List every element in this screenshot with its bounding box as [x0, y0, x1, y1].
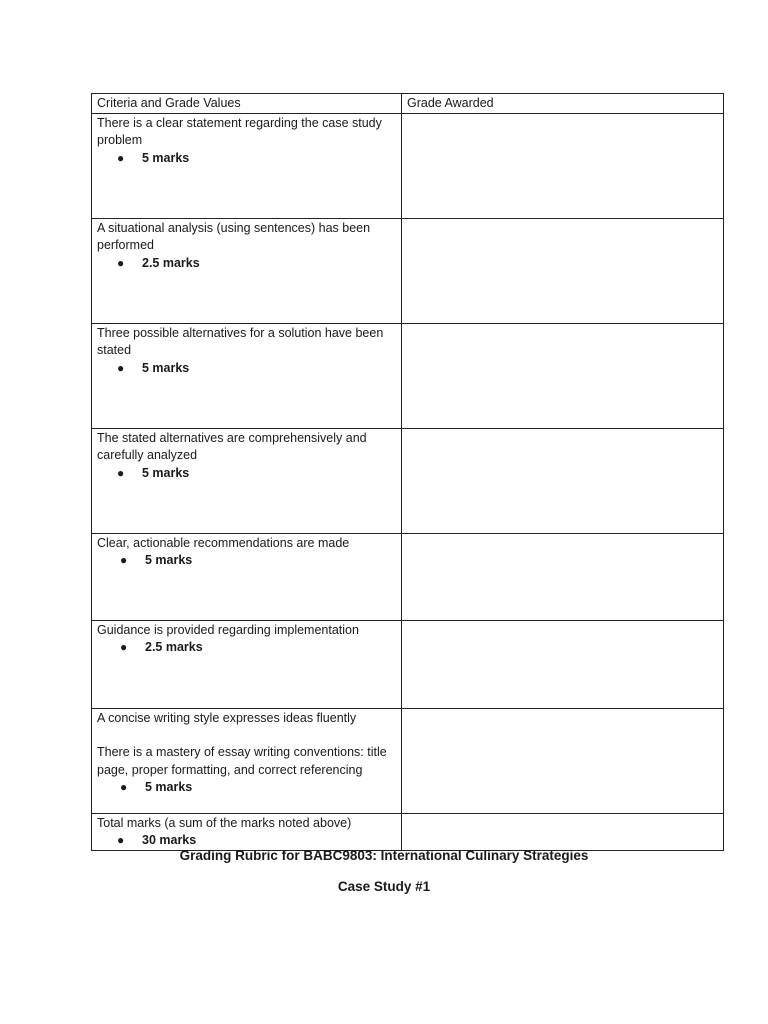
grade-awarded-cell[interactable] [402, 218, 724, 323]
table-row [92, 113, 724, 218]
grade-awarded-cell[interactable] [402, 113, 724, 218]
criteria-cell [92, 708, 402, 813]
bullet-icon: ● [117, 360, 125, 375]
bullet-icon: ● [117, 255, 125, 270]
marks-value: 5 marks [142, 465, 190, 480]
criteria-text: Three possible alternatives for a solution have been stated [97, 325, 384, 357]
criteria-text: The stated alternatives are comprehensively and carefully analyzed [97, 430, 367, 462]
criteria-cell [92, 813, 402, 850]
criteria-text: Clear, actionable recommendations are made [97, 535, 350, 550]
table-row [92, 620, 724, 708]
marks-value: 5 marks [145, 553, 193, 567]
grading-rubric-table [91, 93, 724, 851]
criteria-cell [92, 218, 402, 323]
grade-awarded-cell[interactable] [402, 533, 724, 620]
marks-value: 5 marks [145, 780, 193, 794]
bullet-icon: ● [120, 553, 128, 567]
bullet-icon: ● [117, 465, 125, 480]
grade-awarded-cell[interactable] [402, 813, 724, 850]
criteria-text: A situational analysis (using sentences) has been performed [97, 220, 371, 252]
criteria-cell [92, 533, 402, 620]
marks-value: 5 marks [142, 360, 190, 375]
marks-value: 2.5 marks [145, 640, 203, 654]
criteria-text: Total marks (a sum of the marks noted above) [97, 815, 352, 830]
header-grade-awarded: Grade Awarded [402, 94, 724, 114]
marks-value: 30 marks [142, 833, 197, 847]
document-subtitle: Case Study #1 [337, 879, 431, 894]
table-row [92, 323, 724, 428]
criteria-text-extra: There is a mastery of essay writing conventions: title page, proper formatting, and correct referencing [97, 745, 387, 777]
bullet-icon: ● [120, 640, 128, 654]
marks-item [97, 779, 396, 797]
paragraph-gap [97, 727, 396, 744]
criteria-text: A concise writing style expresses ideas fluently [97, 710, 357, 725]
table-row [92, 708, 724, 813]
bullet-icon: ● [120, 780, 128, 794]
marks-item [97, 552, 396, 570]
criteria-text: There is a clear statement regarding the case study problem [97, 115, 382, 147]
criteria-cell [92, 428, 402, 533]
criteria-text: Guidance is provided regarding implementation [97, 622, 359, 637]
marks-item [97, 639, 396, 657]
grade-awarded-cell[interactable] [402, 708, 724, 813]
table-header-row [92, 94, 724, 114]
marks-item [97, 255, 396, 273]
bullet-icon: ● [117, 833, 125, 847]
grade-awarded-cell[interactable] [402, 323, 724, 428]
grade-awarded-cell[interactable] [402, 428, 724, 533]
marks-item [97, 832, 396, 850]
marks-value: 5 marks [142, 150, 190, 165]
document-title: Grading Rubric for BABC9803: International Culinary Strategies [179, 848, 589, 863]
marks-item [97, 465, 396, 483]
criteria-cell [92, 113, 402, 218]
bullet-icon: ● [117, 150, 125, 165]
marks-value: 2.5 marks [142, 255, 200, 270]
criteria-cell [92, 323, 402, 428]
table-row-total [92, 813, 724, 850]
table-row [92, 218, 724, 323]
marks-item [97, 150, 396, 168]
table-row [92, 533, 724, 620]
table-row [92, 428, 724, 533]
marks-item [97, 360, 396, 378]
header-criteria: Criteria and Grade Values [92, 94, 402, 114]
grade-awarded-cell[interactable] [402, 620, 724, 708]
criteria-cell [92, 620, 402, 708]
